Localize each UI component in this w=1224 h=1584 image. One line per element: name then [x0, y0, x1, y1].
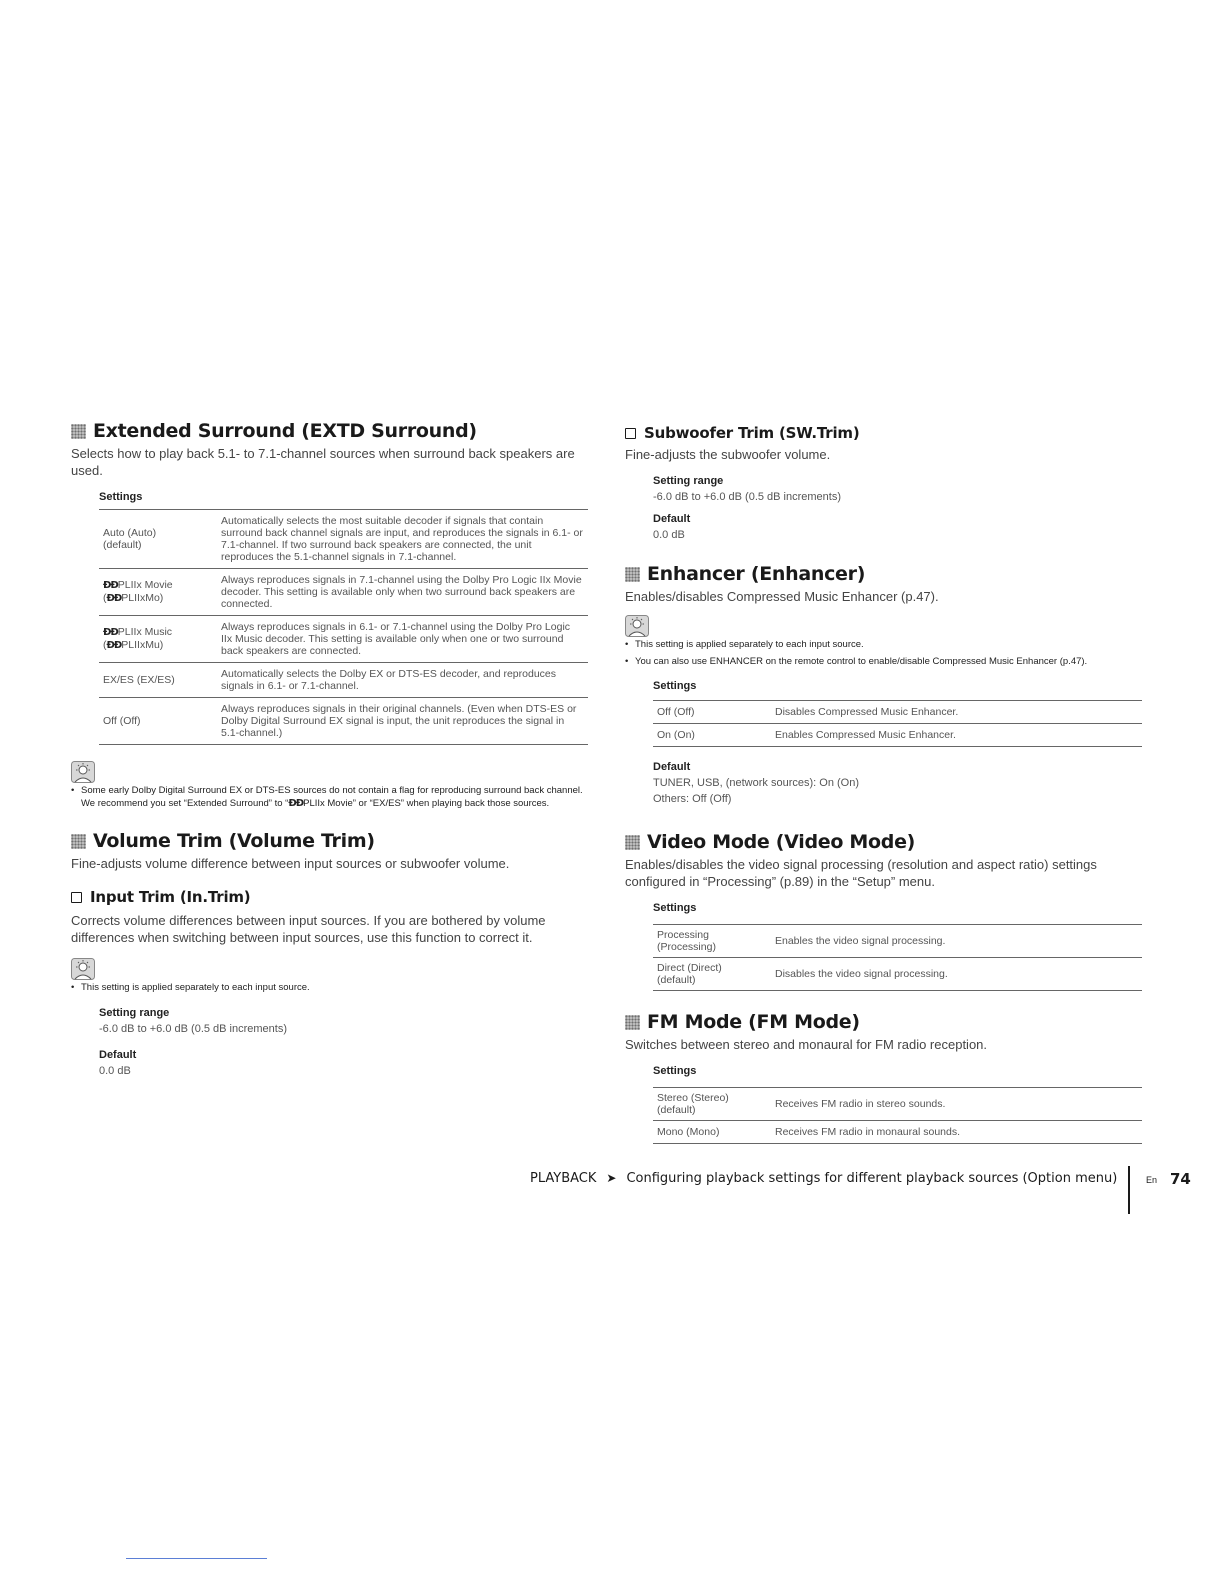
note-item: • This setting is applied separately to each input source. [625, 639, 1143, 652]
enhancer-heading [625, 563, 1143, 585]
extended-surround-settings-table [99, 509, 588, 745]
note-item: • This setting is applied separately to each input source. [71, 982, 589, 995]
breadcrumb [530, 1171, 1117, 1186]
setting-key: Direct (Direct) [657, 962, 722, 974]
checkbox-square-icon [71, 892, 82, 903]
subwoofer-trim-default-label: Default [653, 513, 691, 525]
enhancer-settings-table [653, 700, 1142, 747]
input-trim-default-value: 0.0 dB [99, 1064, 131, 1077]
language-code: En [1146, 1175, 1158, 1185]
video-mode-settings-label: Settings [653, 902, 697, 914]
setting-key: On (On) [653, 724, 771, 747]
left-column [71, 420, 589, 1079]
video-mode-title: Video Mode (Video Mode) [647, 831, 916, 853]
table-row [99, 698, 588, 745]
subwoofer-trim-title: Subwoofer Trim (SW.Trim) [644, 424, 860, 442]
subwoofer-trim-default-value: 0.0 dB [653, 529, 685, 541]
volume-trim-desc: Fine-adjusts volume difference between input sources or subwoofer volume. [71, 856, 510, 871]
enhancer-title: Enhancer (Enhancer) [647, 563, 866, 585]
subwoofer-trim-range-value: -6.0 dB to +6.0 dB (0.5 dB increments) [653, 491, 842, 503]
setting-desc: Disables Compressed Music Enhancer. [771, 701, 1142, 724]
table-row [653, 1121, 1142, 1144]
checkbox-square-icon [625, 428, 636, 439]
table-row [99, 510, 588, 569]
setting-desc: Automatically selects the Dolby EX or DTS-ES decoder, and reproduces signals in 6.1- or 7.1-channel. [217, 663, 588, 698]
section-bullet-icon [71, 834, 86, 849]
dolby-double-d-icon: ĐĐ [103, 627, 118, 638]
setting-key: Off (Off) [99, 698, 217, 745]
fm-mode-settings-label: Settings [653, 1065, 697, 1077]
enhancer-desc: Enables/disables Compressed Music Enhancer (p.47). [625, 589, 939, 604]
section-bullet-icon [625, 1015, 640, 1030]
enhancer-default-label: Default [653, 761, 691, 773]
table-row [653, 701, 1142, 724]
note-item: • You can also use ENHANCER on the remote control to enable/disable Compressed Music Enhancer (p.47). [625, 656, 1143, 669]
section-bullet-icon [625, 567, 640, 582]
section-bullet-icon [71, 424, 86, 439]
setting-desc: Enables Compressed Music Enhancer. [771, 724, 1142, 747]
setting-key: EX/ES (EX/ES) [99, 663, 217, 698]
note-icon [625, 615, 649, 637]
dolby-double-d-icon: ĐĐ [103, 580, 118, 591]
setting-key-sub: (default) [103, 539, 142, 551]
setting-desc: Always reproduces signals in 7.1-channel using the Dolby Pro Logic IIx Movie decoder. This setting is available only when two surround back speakers are connected. [217, 569, 588, 616]
extended-surround-settings-label: Settings [99, 491, 143, 503]
input-trim-heading [71, 888, 589, 906]
video-mode-settings-table [653, 924, 1142, 991]
setting-key-sub: PLIIxMu) [121, 639, 164, 651]
setting-key: Auto (Auto) [103, 527, 157, 539]
setting-desc: Receives FM radio in stereo sounds. [771, 1088, 1142, 1121]
extended-surround-heading [71, 420, 589, 442]
footer-divider [1128, 1166, 1130, 1214]
extended-surround-title: Extended Surround (EXTD Surround) [93, 420, 477, 442]
setting-desc: Disables the video signal processing. [771, 958, 1142, 991]
setting-desc: Receives FM radio in monaural sounds. [771, 1121, 1142, 1144]
note-icon [71, 761, 95, 783]
video-mode-desc: Enables/disables the video signal processing (resolution and aspect ratio) settings configured in “Processing” (p.89) in the “Setup” menu. [625, 857, 1097, 889]
setting-desc: Always reproduces signals in their original channels. (Even when DTS-ES or Dolby Digital Surround EX signal is input, the unit reproduces the signal in 5.1-channel.) [217, 698, 588, 745]
setting-key-sub: (default) [657, 974, 696, 986]
arrow-right-icon: ➤ [606, 1171, 617, 1185]
note-icon [71, 958, 95, 980]
enhancer-settings-label: Settings [653, 680, 697, 692]
setting-key-sub: PLIIxMo) [121, 592, 164, 604]
subwoofer-trim-heading [625, 424, 1143, 442]
table-row: ĐĐPLIIx Music (ĐĐPLIIxMu) Always reproduces signals in 6.1- or 7.1-channel using the Dolby Pro Logic IIx Music decoder. This setting is available only when one or two surround back speakers are connected. [99, 616, 588, 663]
breadcrumb-title[interactable]: Configuring playback settings for different playback sources (Option menu) [626, 1171, 1118, 1186]
section-bullet-icon [625, 835, 640, 850]
fm-mode-desc: Switches between stereo and monaural for FM radio reception. [625, 1037, 988, 1052]
fm-mode-title: FM Mode (FM Mode) [647, 1011, 860, 1033]
enhancer-default-line1: TUNER, USB, (network sources): On (On) [653, 777, 859, 789]
table-row [653, 925, 1142, 958]
setting-desc: Always reproduces signals in 6.1- or 7.1-channel using the Dolby Pro Logic IIx Music decoder. This setting is available only when one or two surround back speakers are connected. [217, 616, 588, 663]
extended-surround-desc: Selects how to play back 5.1- to 7.1-channel sources when surround back speakers are used. [71, 446, 575, 478]
setting-key-sub: (default) [657, 1104, 696, 1116]
volume-trim-heading [71, 830, 589, 852]
fm-mode-settings-table [653, 1087, 1142, 1144]
breadcrumb-section[interactable]: PLAYBACK [530, 1171, 597, 1186]
input-trim-title: Input Trim (In.Trim) [90, 888, 251, 906]
subwoofer-trim-desc: Fine-adjusts the subwoofer volume. [625, 447, 831, 462]
dolby-double-d-icon: ĐĐ [106, 593, 122, 604]
setting-key: Stereo (Stereo) [657, 1092, 729, 1104]
page-number: 74 [1170, 1170, 1191, 1188]
setting-key: Off (Off) [653, 701, 771, 724]
table-row [653, 958, 1142, 991]
setting-key: PLIIx Movie [117, 579, 173, 591]
setting-key-sub: (Processing) [657, 941, 716, 953]
enhancer-default-line2: Others: Off (Off) [653, 793, 732, 805]
volume-trim-title: Volume Trim (Volume Trim) [93, 830, 375, 852]
input-trim-default-label: Default [99, 1048, 137, 1061]
setting-desc: Automatically selects the most suitable decoder if signals that contain surround back channel signals are input, and reproduces the signals in 6.1- or 7.1-channel. If two surround back speakers are connected, the unit reproduces the 5.1-channel signals in 7.1-channel. [217, 510, 588, 569]
dolby-double-d-icon: ĐĐ [288, 797, 304, 809]
setting-key: PLIIx Music [117, 626, 173, 638]
setting-desc: Enables the video signal processing. [771, 925, 1142, 958]
input-trim-range-value: -6.0 dB to +6.0 dB (0.5 dB increments) [99, 1022, 288, 1035]
dolby-double-d-icon: ĐĐ [106, 640, 122, 651]
table-row: ĐĐPLIIx Movie (ĐĐPLIIxMo) Always reproduces signals in 7.1-channel using the Dolby Pro Logic IIx Movie decoder. This setting is available only when two surround back speakers are connected. [99, 569, 588, 616]
note-item: • Some early Dolby Digital Surround EX or DTS-ES sources do not contain a flag for reproducing surround back channel. We recommend you set “Extended Surround” to “ĐĐPLIIx Movie” or “EX/ES” when playing back those sources. [71, 785, 589, 810]
setting-key: Mono (Mono) [653, 1121, 771, 1144]
table-row [99, 663, 588, 698]
page-footer [530, 1170, 1200, 1214]
bottom-link-line [126, 1558, 267, 1559]
input-trim-desc: Corrects volume differences between input sources. If you are bothered by volume differences when switching between input sources, use this function to correct it. [71, 913, 546, 945]
right-column [625, 420, 1143, 1144]
table-row [653, 724, 1142, 747]
setting-key: Processing [657, 929, 709, 941]
fm-mode-heading [625, 1011, 1143, 1033]
table-row [653, 1088, 1142, 1121]
input-trim-range-label: Setting range [99, 1006, 170, 1019]
subwoofer-trim-range-label: Setting range [653, 475, 724, 487]
video-mode-heading [625, 831, 1143, 853]
